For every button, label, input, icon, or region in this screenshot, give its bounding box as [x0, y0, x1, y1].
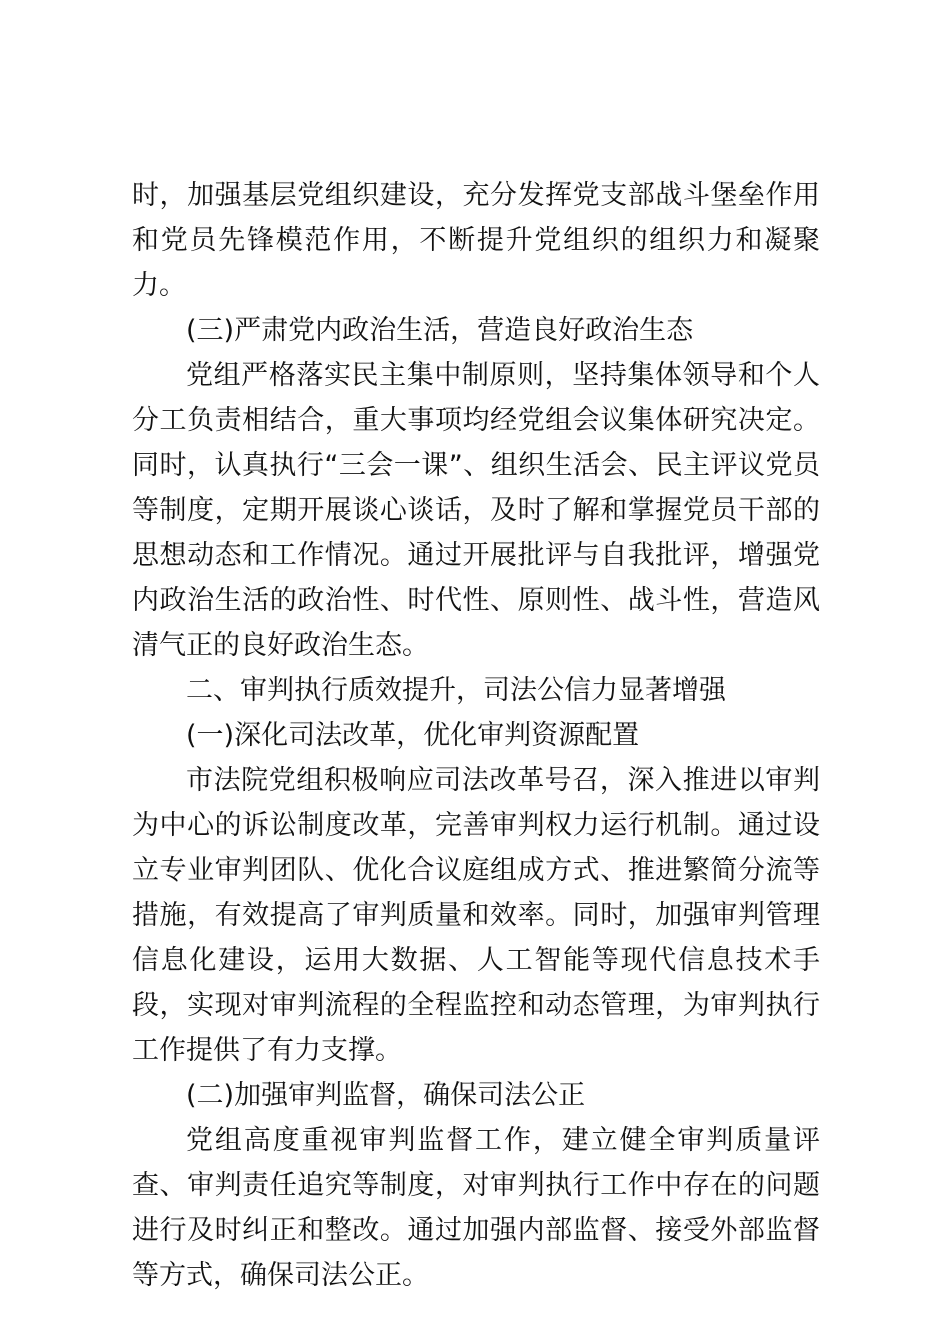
paragraph-political-life: 党组严格落实民主集中制原则，坚持集体领导和个人分工负责相结合，重大事项均经党组会议集体研究决定。同时，认真执行“三会一课”、组织生活会、民主评议党员等制度，定期开展谈心谈话，及时了解和掌握党员干部的思想动态和工作情况。通过开展批评与自我批评，增强党内政治生活的政治性、时代性、原则性、战斗性，营造风清气正的良好政治生态。 — [132, 360, 820, 661]
section-heading-2: (二)加强审判监督，确保司法公正 — [186, 1080, 586, 1111]
document-body — [132, 173, 820, 1298]
paragraph-judicial-reform: 市法院党组积极响应司法改革号召，深入推进以审判为中心的诉讼制度改革，完善审判权力运行机制。通过设立专业审判团队、优化合议庭组成方式、推进繁简分流等措施，有效提高了审判质量和效率。同时，加强审判管理信息化建设，运用大数据、人工智能等现代信息技术手段，实现对审判流程的全程监控和动态管理，为审判执行工作提供了有力支撑。 — [132, 765, 820, 1066]
paragraph-trial-supervision: 党组高度重视审判监督工作，建立健全审判质量评查、审判责任追究等制度，对审判执行工作中存在的问题进行及时纠正和整改。通过加强内部监督、接受外部监督等方式，确保司法公正。 — [132, 1125, 820, 1291]
section-heading-3: (三)严肃党内政治生活，营造良好政治生态 — [186, 315, 694, 346]
paragraph-continued: 时，加强基层党组织建设，充分发挥党支部战斗堡垒作用和党员先锋模范作用，不断提升党组织的组织力和凝聚力。 — [132, 180, 820, 301]
chapter-heading-2: 二、审判执行质效提升，司法公信力显著增强 — [186, 675, 726, 706]
section-heading-1: (一)深化司法改革，优化审判资源配置 — [186, 720, 640, 751]
